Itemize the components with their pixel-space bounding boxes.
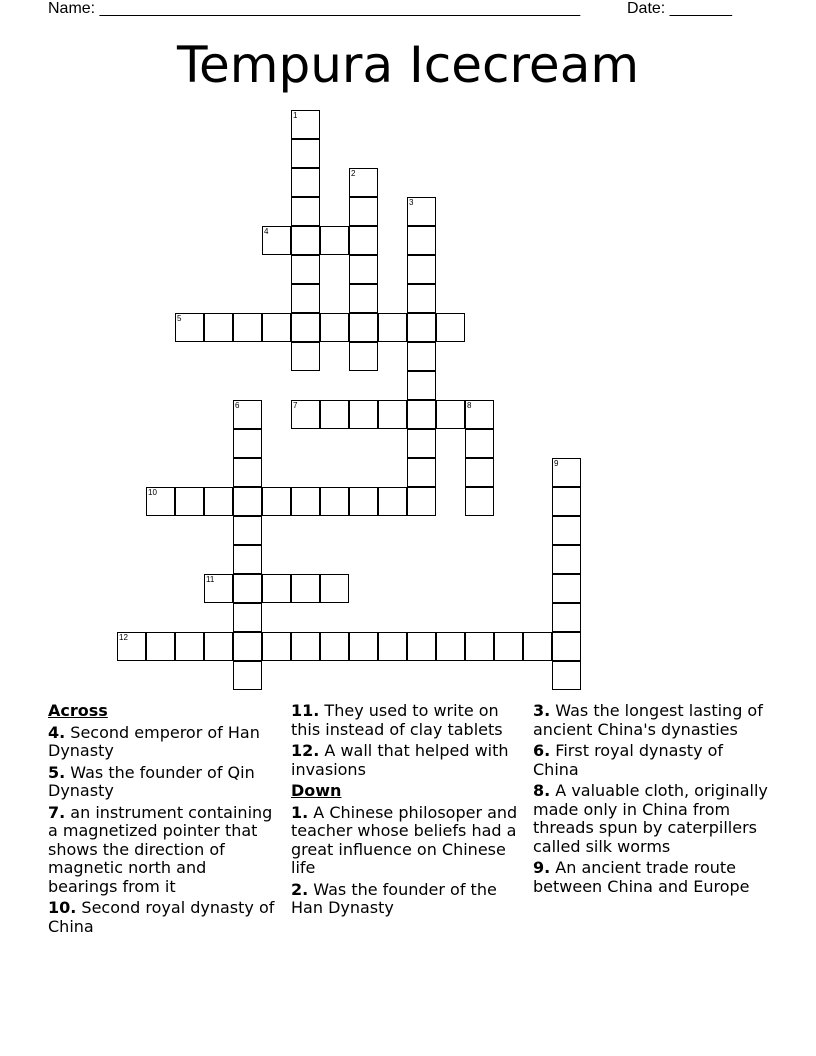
grid-cell[interactable]	[291, 487, 320, 516]
grid-cell[interactable]	[349, 284, 378, 313]
grid-cell[interactable]	[291, 342, 320, 371]
grid-cell[interactable]	[552, 632, 581, 661]
grid-cell[interactable]	[204, 487, 233, 516]
grid-cell[interactable]	[378, 487, 407, 516]
clue-text: Second emperor of Han Dynasty	[48, 722, 260, 760]
clue-column-2	[291, 702, 523, 921]
clue-number: 2.	[291, 879, 309, 899]
grid-cell[interactable]	[233, 516, 262, 545]
grid-cell[interactable]	[436, 313, 465, 342]
clue-down-9	[533, 859, 773, 896]
clue-across-11	[291, 702, 523, 739]
grid-cell[interactable]	[349, 197, 378, 226]
grid-cell[interactable]	[407, 632, 436, 661]
cell-number: 10	[148, 488, 157, 497]
date-line[interactable]: Date: _______	[627, 0, 732, 17]
grid-cell[interactable]	[552, 661, 581, 690]
clue-number: 1.	[291, 802, 309, 822]
grid-cell[interactable]	[233, 545, 262, 574]
grid-cell[interactable]	[291, 226, 320, 255]
grid-cell[interactable]	[262, 574, 291, 603]
grid-cell[interactable]	[233, 458, 262, 487]
grid-cell[interactable]	[436, 400, 465, 429]
grid-cell[interactable]	[175, 487, 204, 516]
clue-across-12	[291, 742, 523, 779]
puzzle-title: Tempura Icecream	[176, 36, 640, 94]
clue-number: 12.	[291, 741, 320, 760]
grid-cell[interactable]	[349, 255, 378, 284]
grid-cell[interactable]	[465, 429, 494, 458]
cell-number: 6	[235, 401, 240, 410]
grid-cell[interactable]	[320, 487, 349, 516]
clue-text: an instrument containing a magnetized pointer that shows the direction of magnetic north and bearings from it	[48, 802, 273, 896]
grid-cell[interactable]	[552, 545, 581, 574]
cell-number: 9	[554, 459, 559, 468]
grid-cell[interactable]	[552, 487, 581, 516]
clue-text: A wall that helped with invasions	[291, 741, 509, 779]
grid-cell[interactable]	[204, 632, 233, 661]
grid-cell[interactable]	[233, 487, 262, 516]
grid-cell[interactable]	[204, 313, 233, 342]
clue-number: 5.	[48, 762, 66, 782]
grid-cell[interactable]	[262, 487, 291, 516]
clue-down-2	[291, 881, 523, 918]
grid-cell[interactable]	[291, 168, 320, 197]
cell-number: 3	[409, 198, 414, 207]
grid-cell[interactable]	[233, 400, 262, 429]
grid-cell[interactable]	[320, 400, 349, 429]
grid-cell[interactable]	[349, 400, 378, 429]
cell-number: 1	[293, 111, 298, 120]
clue-number: 7.	[48, 802, 66, 822]
grid-cell[interactable]	[552, 574, 581, 603]
grid-cell[interactable]	[262, 632, 291, 661]
grid-cell[interactable]	[233, 632, 262, 661]
grid-cell[interactable]	[233, 313, 262, 342]
clue-column-3	[533, 702, 773, 899]
grid-cell[interactable]	[291, 139, 320, 168]
clue-text: First royal dynasty of China	[533, 741, 724, 779]
grid-cell[interactable]	[204, 574, 233, 603]
grid-cell[interactable]	[349, 313, 378, 342]
clue-across-10	[48, 899, 280, 936]
cell-number: 4	[264, 227, 269, 236]
grid-cell[interactable]	[291, 255, 320, 284]
cell-number: 5	[177, 314, 182, 323]
grid-cell[interactable]	[291, 197, 320, 226]
clue-column-1	[48, 702, 280, 939]
clue-down-6	[533, 742, 773, 779]
grid-cell[interactable]	[175, 632, 204, 661]
across-heading: Across	[48, 701, 108, 720]
grid-cell[interactable]	[465, 487, 494, 516]
cell-number: 7	[293, 401, 298, 410]
grid-cell[interactable]	[349, 487, 378, 516]
grid-cell[interactable]	[320, 226, 349, 255]
clue-text: Was the longest lasting of ancient China's dynasties	[533, 701, 763, 739]
grid-cell[interactable]	[465, 632, 494, 661]
grid-cell[interactable]	[320, 313, 349, 342]
grid-cell[interactable]	[552, 516, 581, 545]
grid-cell[interactable]	[320, 574, 349, 603]
grid-cell[interactable]	[291, 400, 320, 429]
clue-number: 4.	[48, 722, 66, 742]
clue-text: Second royal dynasty of China	[48, 898, 275, 936]
clue-number: 8.	[533, 781, 551, 800]
grid-cell[interactable]	[407, 342, 436, 371]
grid-cell[interactable]	[407, 313, 436, 342]
grid-cell[interactable]	[262, 313, 291, 342]
grid-cell[interactable]	[349, 226, 378, 255]
grid-cell[interactable]	[407, 226, 436, 255]
cell-number: 12	[119, 633, 128, 642]
clue-text: Was the founder of the Han Dynasty	[291, 879, 497, 917]
grid-cell[interactable]	[291, 284, 320, 313]
grid-cell[interactable]	[349, 168, 378, 197]
grid-cell[interactable]	[436, 632, 465, 661]
grid-cell[interactable]	[233, 661, 262, 690]
grid-cell[interactable]	[378, 632, 407, 661]
grid-cell[interactable]	[291, 632, 320, 661]
grid-cell[interactable]	[407, 371, 436, 400]
clue-text: An ancient trade route between China and Europe	[533, 858, 750, 896]
clue-number: 11.	[291, 701, 320, 720]
clue-text: A Chinese philosoper and teacher whose beliefs had a great influence on Chinese life	[291, 802, 518, 877]
grid-cell[interactable]	[291, 110, 320, 139]
grid-cell[interactable]	[407, 487, 436, 516]
grid-cell[interactable]	[465, 400, 494, 429]
grid-cell[interactable]	[117, 632, 146, 661]
grid-cell[interactable]	[378, 400, 407, 429]
grid-cell[interactable]	[233, 603, 262, 632]
grid-cell[interactable]	[233, 429, 262, 458]
grid-cell[interactable]	[378, 313, 407, 342]
grid-cell[interactable]	[146, 487, 175, 516]
grid-cell[interactable]	[291, 574, 320, 603]
clue-text: They used to write on this instead of clay tablets	[291, 701, 503, 739]
down-heading: Down	[291, 781, 342, 800]
grid-cell[interactable]	[407, 458, 436, 487]
grid-cell[interactable]	[552, 458, 581, 487]
grid-cell[interactable]	[407, 197, 436, 226]
grid-cell[interactable]	[407, 284, 436, 313]
grid-cell[interactable]	[523, 632, 552, 661]
cell-number: 11	[206, 575, 215, 584]
cell-number: 2	[351, 169, 356, 178]
grid-cell[interactable]	[407, 255, 436, 284]
grid-cell[interactable]	[320, 632, 349, 661]
clue-down-1	[291, 804, 523, 878]
grid-cell[interactable]	[233, 574, 262, 603]
grid-cell[interactable]	[407, 429, 436, 458]
clue-number: 9.	[533, 858, 551, 877]
grid-cell[interactable]	[291, 313, 320, 342]
clue-number: 10.	[48, 898, 77, 917]
clue-across-5	[48, 764, 280, 801]
clue-number: 3.	[533, 701, 551, 720]
clue-across-4	[48, 724, 280, 761]
clue-text: Was the founder of Qin Dynasty	[48, 762, 255, 800]
grid-cell[interactable]	[349, 632, 378, 661]
clue-text: A valuable cloth, originally made only in China from threads spun by caterpillers called silk worms	[533, 781, 768, 856]
grid-cell[interactable]	[262, 226, 291, 255]
clue-down-3	[533, 702, 773, 739]
grid-cell[interactable]	[146, 632, 175, 661]
name-line[interactable]: Name: ______________________________________________________	[48, 0, 581, 17]
grid-cell[interactable]	[175, 313, 204, 342]
clue-number: 6.	[533, 741, 551, 760]
clue-across-7	[48, 804, 280, 897]
grid-cell[interactable]	[552, 603, 581, 632]
grid-cell[interactable]	[407, 400, 436, 429]
cell-number: 8	[467, 401, 472, 410]
grid-cell[interactable]	[494, 632, 523, 661]
clue-down-8	[533, 782, 773, 856]
grid-cell[interactable]	[465, 458, 494, 487]
grid-cell[interactable]	[349, 342, 378, 371]
